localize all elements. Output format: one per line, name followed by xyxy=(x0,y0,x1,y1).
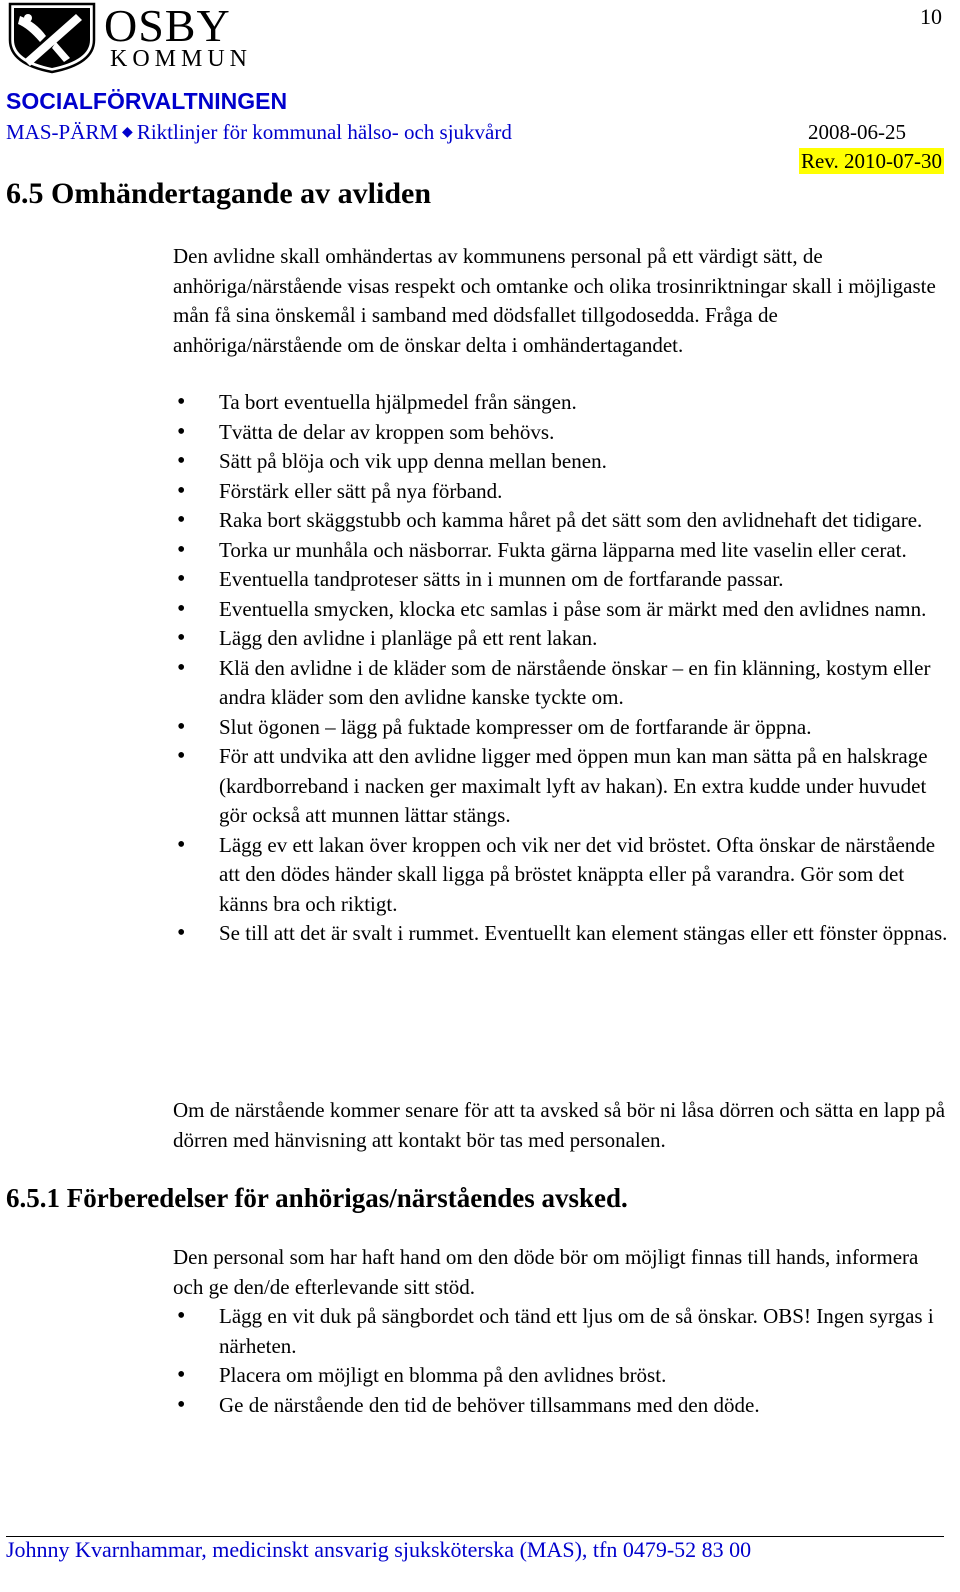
section-intro: Den avlidne skall omhändertas av kommunens personal på ett värdigt sätt, de anhöriga/närstående visas respekt och omtanke och olika trosinriktningar skall i möjligaste mån få sina önskemål i samband med dödsfallet tillgodosedda. Fråga de anhöriga/närstående om de önskar delta i omhändertagandet. xyxy=(173,244,936,357)
farewell-steps-list xyxy=(173,1302,948,1420)
list-item: • Torka ur munhåla och näsborrar. Fukta gärna läpparna med lite vaselin eller cerat. xyxy=(173,536,948,566)
list-item: • Raka bort skäggstubb och kamma håret på det sätt som den avlidnehaft det tidigare. xyxy=(173,506,948,536)
document-header xyxy=(6,120,512,145)
subsection-intro: Den personal som har haft hand om den döde bör om möjligt finnas till hands, informera och ge den/de efterlevande sitt stöd. xyxy=(173,1245,919,1299)
section-title: 6.5 Omhändertagande av avliden xyxy=(6,177,432,210)
list-item: • Klä den avlidne i de kläder som de närstående önskar – en fin klänning, kostym eller andra kläder som den avlidne kanske tyckte om. xyxy=(173,654,948,713)
subsection-title: 6.5.1 Förberedelser för anhörigas/närståendes avsked. xyxy=(6,1183,628,1213)
list-item: • Eventuella smycken, klocka etc samlas i påse som är märkt med den avlidnes namn. xyxy=(173,595,948,625)
list-item: • Lägg den avlidne i planläge på ett rent lakan. xyxy=(173,624,948,654)
document-title: Riktlinjer för kommunal hälso- och sjukvård xyxy=(136,120,512,144)
coat-of-arms-icon xyxy=(6,2,98,74)
revision-date: Rev. 2010-07-30 xyxy=(801,149,942,173)
list-item: • Slut ögonen – lägg på fuktade kompresser om de fortfarande är öppna. xyxy=(173,713,948,743)
organization-name: SOCIALFÖRVALTNINGEN xyxy=(6,88,288,114)
list-item: • Lägg en vit duk på sängbordet och tänd ett ljus om de så önskar. OBS! Ingen syrgas i närheten. xyxy=(173,1302,948,1361)
list-item: • Förstärk eller sätt på nya förband. xyxy=(173,477,948,507)
logo-subtitle: KOMMUN xyxy=(110,46,253,72)
list-item: • Eventuella tandproteser sätts in i munnen om de fortfarande passar. xyxy=(173,565,948,595)
care-steps-list xyxy=(173,388,948,949)
list-item: • Ge de närstående den tid de behöver tillsammans med den döde. xyxy=(173,1391,948,1421)
list-item: • Placera om möjligt en blomma på den avlidnes bröst. xyxy=(173,1361,948,1391)
list-item: • Sätt på blöja och vik upp denna mellan benen. xyxy=(173,447,948,477)
footer-contact: Johnny Kvarnhammar, medicinskt ansvarig sjuksköterska (MAS), tfn 0479-52 83 00 xyxy=(6,1537,752,1562)
page-number: 10 xyxy=(920,4,942,29)
list-item: • Ta bort eventuella hjälpmedel från sängen. xyxy=(173,388,948,418)
logo-wordmark: OSBY xyxy=(104,0,231,51)
osby-kommun-logo xyxy=(6,2,266,74)
binder-name: MAS-PÄRM xyxy=(6,120,119,144)
section-closing: Om de närstående kommer senare för att ta avsked så bör ni låsa dörren och sätta en lapp på dörren med hänvisning att kontakt bör tas med personalen. xyxy=(173,1098,946,1152)
diamond-icon: ◆ xyxy=(122,125,133,140)
list-item: • För att undvika att den avlidne ligger med öppen mun kan man sätta på en halskrage (kardborreband i nacken ger maximalt lyft av hakan). En extra kudde under huvudet gör också att munnen lättar stängs. xyxy=(173,742,948,831)
list-item: • Lägg ev ett lakan över kroppen och vik ner det vid bröstet. Ofta önskar de närstående att den dödes händer skall ligga på bröstet knäppta eller på varandra. Gör som det känns bra och riktigt. xyxy=(173,831,948,920)
list-item: • Tvätta de delar av kroppen som behövs. xyxy=(173,418,948,448)
document-date: 2008-06-25 xyxy=(808,120,906,144)
list-item: • Se till att det är svalt i rummet. Eventuellt kan element stängas eller ett fönster öppnas. xyxy=(173,919,948,949)
